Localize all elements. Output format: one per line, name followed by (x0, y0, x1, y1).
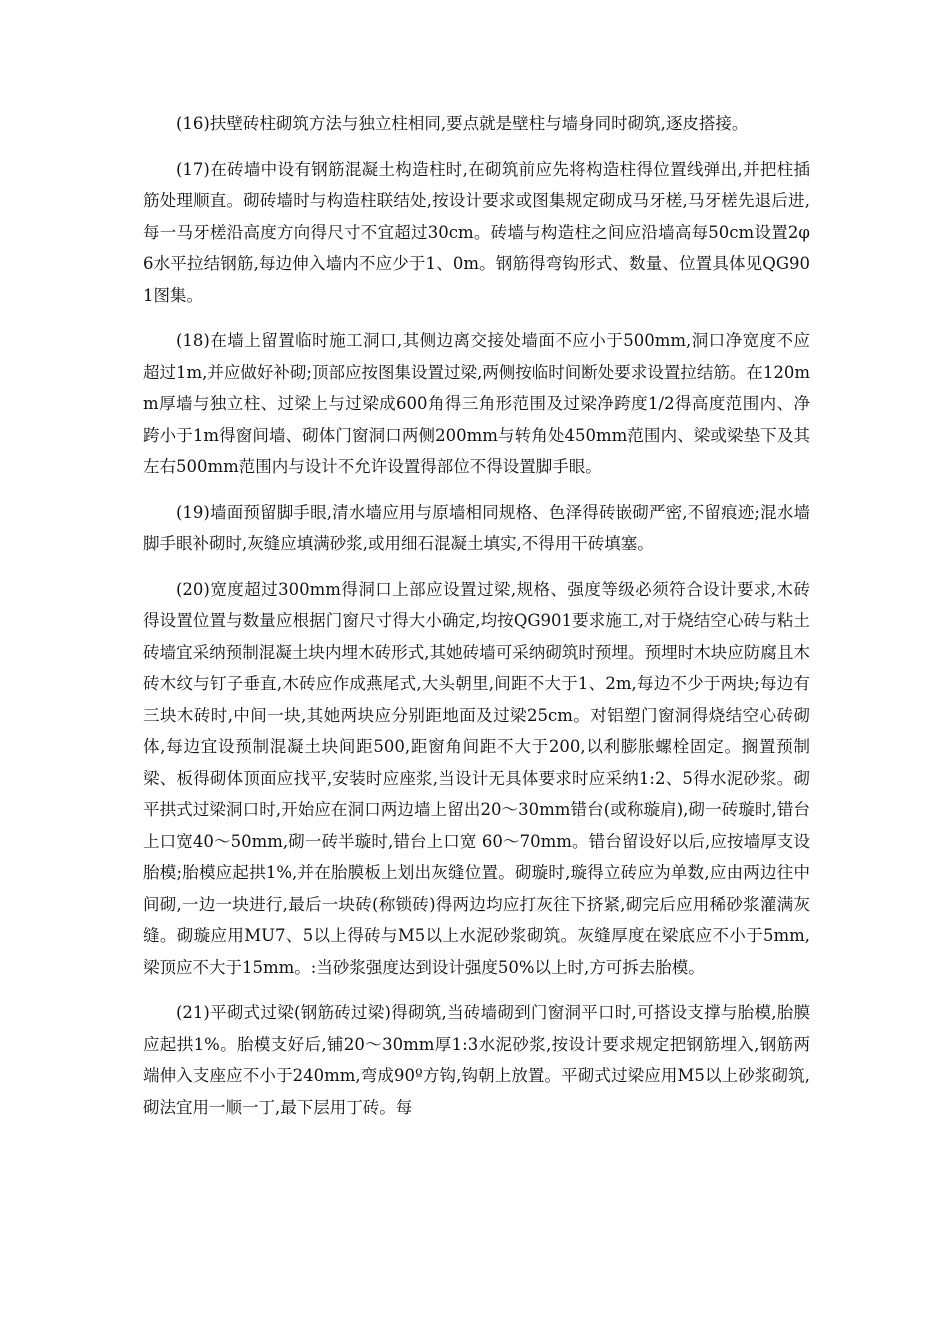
paragraph-19: (19)墙面预留脚手眼,清水墙应用与原墙相同规格、色泽得砖嵌砌严密,不留痕迹;混水墙脚手眼补砌时,灰缝应填满砂浆,或用细石混凝土填实,不得用干砖填塞。 (143, 502, 810, 553)
document-body (143, 108, 810, 1137)
paragraph-20: (20)宽度超过300mm得洞口上部应设置过梁,规格、强度等级必须符合设计要求,木砖得设置位置与数量应根据门窗尺寸得大小确定,均按QG901要求施工,对于烧结空心砖与粘土砖墙宜采纳预制混凝土块内埋木砖形式,其她砖墙可采纳砌筑时预埋。预埋时木块应防腐且木砖木纹与钉子垂直,木砖应作成燕尾式,大头朝里,间距不大于1、2m,每边不少于两块;每边有三块木砖时,中间一块,其她两块应分别距地面及过梁25cm。对铝塑门窗洞得烧结空心砖砌体,每边宜设预制混凝土块间距500,距窗角间距不大于200,以利膨胀螺栓固定。搁置预制梁、板得砌体顶面应找平,安装时应座浆,当设计无具体要求时应采纳1:2、5得水泥砂浆。砌平拱式过梁洞口时,开始应在洞口两边墙上留出20～30mm错台(或称璇肩),砌一砖璇时,错台上口宽40～50mm,砌一砖半璇时,错台上口宽 60～70mm。错台留设好以后,应按墙厚支设胎模;胎模应起拱1%,并在胎膜板上划出灰缝位置。砌璇时,璇得立砖应为单数,应由两边往中间砌,一边一块进行,最后一块砖(称锁砖)得两边均应打灰往下挤紧,砌完后应用稀砂浆灌满灰缝。砌璇应用MU7、5以上得砖与M5以上水泥砂浆砌筑。灰缝厚度在梁底应不小于5mm,梁顶应不大于15mm。:当砂浆强度达到设计强度50%以上时,方可拆去胎模。 (143, 579, 810, 977)
paragraph-17: (17)在砖墙中设有钢筋混凝土构造柱时,在砌筑前应先将构造柱得位置线弹出,并把柱插筋处理顺直。砌砖墙时与构造柱联结处,按设计要求或图集规定砌成马牙槎,马牙槎先退后进,每一马牙槎沿高度方向得尺寸不宜超过30cm。砖墙与构造柱之间应沿墙高每50cm设置2φ6水平拉结钢筋,每边伸入墙内不应少于1、0m。钢筋得弯钩形式、数量、位置具体见QG901图集。 (143, 159, 810, 305)
paragraph-18: (18)在墙上留置临时施工洞口,其侧边离交接处墙面不应小于500mm,洞口净宽度不应超过1m,并应做好补砌;顶部应按图集设置过梁,两侧按临时间断处要求设置拉结筋。在120mm厚墙与独立柱、过梁上与过梁成600角得三角形范围及过梁净跨度1/2得高度范围内、净跨小于1m得窗间墙、砌体门窗洞口两侧200mm与转角处450mm范围内、梁或梁垫下及其左右500mm范围内与设计不允许设置得部位不得设置脚手眼。 (143, 331, 810, 476)
paragraph-21: (21)平砌式过梁(钢筋砖过梁)得砌筑,当砖墙砌到门窗洞平口时,可搭设支撑与胎模,胎膜应起拱1%。胎模支好后,铺20～30mm厚1:3水泥砂浆,按设计要求规定把钢筋埋入,钢筋两端伸入支座应不小于240mm,弯成90º方钩,钩朝上放置。平砌式过梁应用M5以上砂浆砌筑,砌法宜用一顺一丁,最下层用丁砖。每 (143, 1003, 810, 1117)
paragraph-16: (16)扶壁砖柱砌筑方法与独立柱相同,要点就是壁柱与墙身同时砌筑,逐皮搭接。 (176, 114, 749, 133)
